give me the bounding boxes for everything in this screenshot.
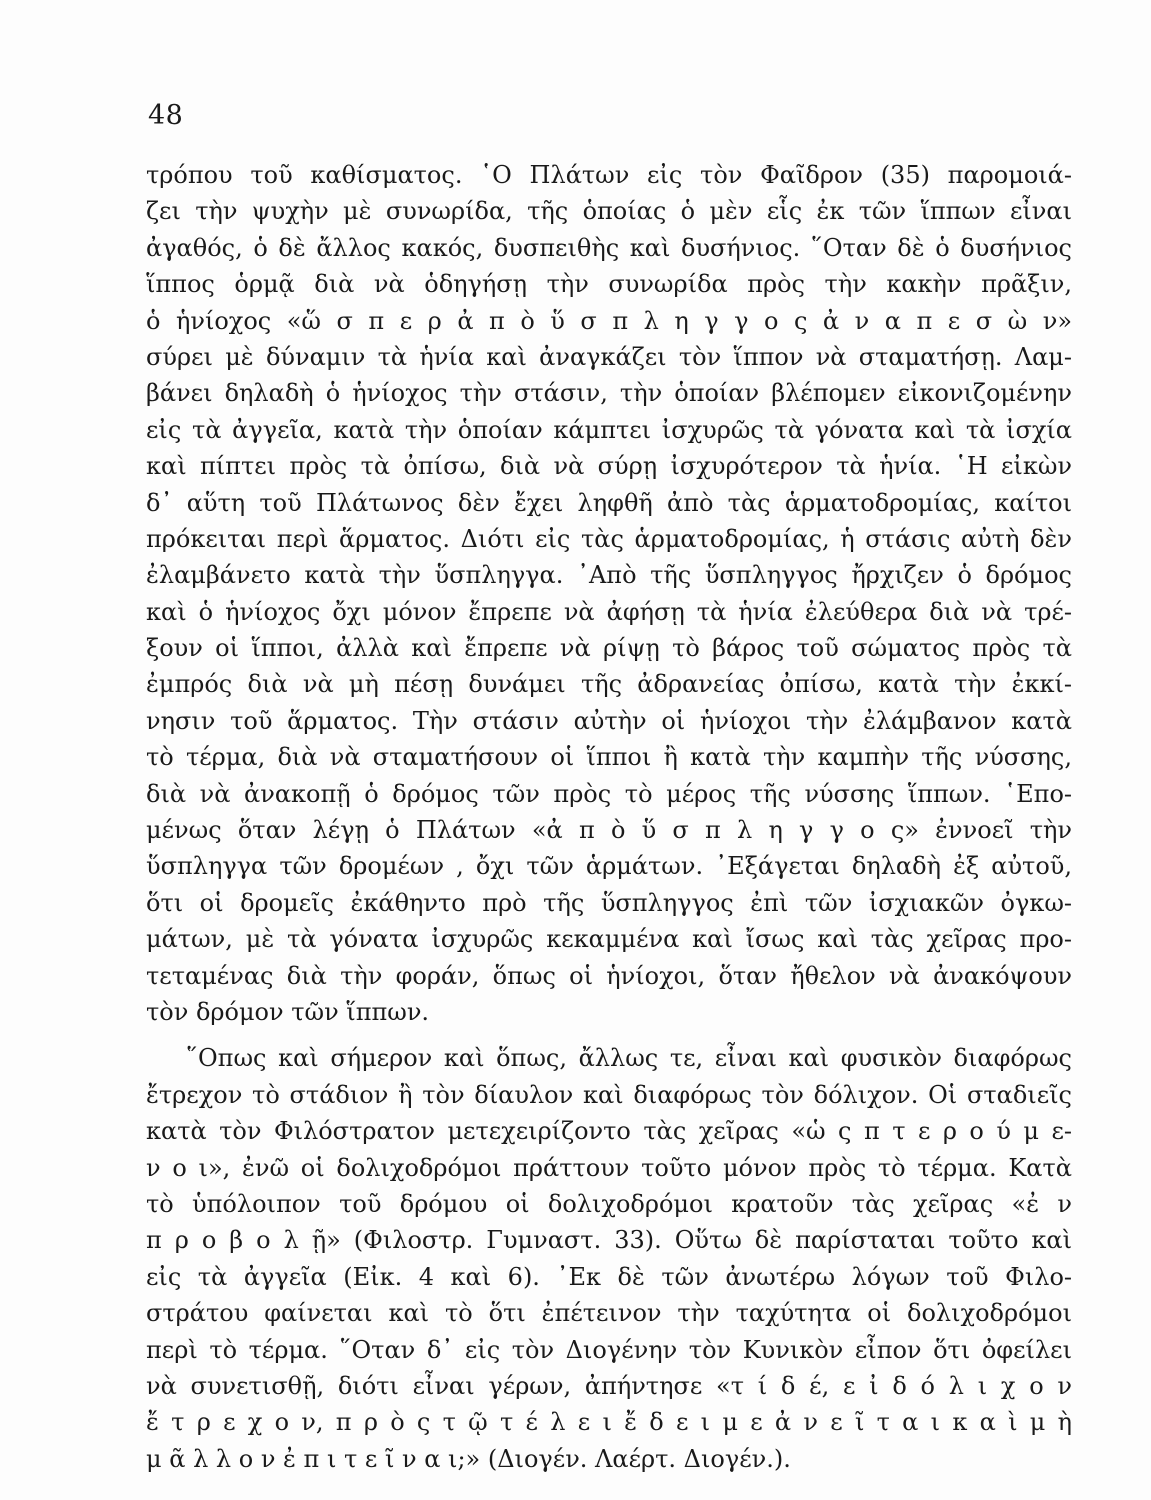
text-line: μένως ὅταν λέγῃ ὁ Πλάτων «ἀ π ὸ ὕ σ π λ η γ γ ο ς» ἐννοεῖ τὴν — [146, 816, 1072, 845]
text-line: νησιν τοῦ ἅρματος. Τὴν στάσιν αὐτὴν οἱ ἡνίοχοι τὴν ἐλάμβανον κατὰ — [146, 706, 1072, 735]
page-number: 48 — [148, 100, 184, 131]
text-line: τρόπου τοῦ καθίσματος. ῾Ο Πλάτων εἰς τὸν Φαῖδρον (35) παρομοιά- — [146, 161, 1072, 189]
text-line: ἔ τ ρ ε χ ο ν, π ρ ὸ ς τ ῷ τ έ λ ε ι ἔ δ ε ι μ ε ἀ ν ε ῖ τ α ι κ α ὶ μ ὴ — [146, 1408, 1072, 1437]
text-line: π ρ ο β ο λ ῇ» (Φιλοστρ. Γυμναστ. 33). Οὕτω δὲ παρίσταται τοῦτο καὶ — [146, 1226, 1072, 1255]
text-line: τὸ ὑπόλοιπον τοῦ δρόμου οἱ δολιχοδρόμοι κρατοῦν τὰς χεῖρας «ἐ ν — [146, 1189, 1072, 1218]
text-line: περὶ τὸ τέρμα. ῞Οταν δ᾿ εἰς τὸν Διογένην τὸν Κυνικὸν εἶπον ὅτι ὀφείλει — [146, 1335, 1072, 1364]
text-line: ν ο ι», ἐνῶ οἱ δολιχοδρόμοι πράττουν τοῦτο μόνον πρὸς τὸ τέρμα. Κατὰ — [146, 1153, 1072, 1182]
paragraph-2 — [146, 1040, 1072, 1477]
text-line: πρόκειται περὶ ἅρματος. Διότι εἰς τὰς ἁρματοδρομίας, ἡ στάσις αὐτὴ δὲν — [146, 524, 1072, 553]
text-line: νὰ συνετισθῇ, διότι εἶναι γέρων, ἀπήντησε «τ ί δ έ, ε ἰ δ ό λ ι χ ο ν — [146, 1371, 1072, 1400]
text-line: βάνει δηλαδὴ ὁ ἡνίοχος τὴν στάσιν, τὴν ὁποίαν βλέπομεν εἰκονιζομένην — [146, 379, 1072, 408]
text-line: εἰς τὰ ἀγγεῖα (Εἰκ. 4 καὶ 6). ᾿Εκ δὲ τῶν ἀνωτέρω λόγων τοῦ Φιλο- — [146, 1262, 1072, 1291]
text-line: μάτων, μὲ τὰ γόνατα ἰσχυρῶς κεκαμμένα καὶ ἴσως καὶ τὰς χεῖρας προ- — [146, 925, 1072, 954]
text-line: ὁ ἡνίοχος «ὥ σ π ε ρ ἀ π ὸ ὕ σ π λ η γ γ ο ς ἀ ν α π ε σ ὼ ν» — [146, 306, 1072, 335]
text-line: τεταμένας διὰ τὴν φοράν, ὅπως οἱ ἡνίοχοι, ὅταν ἤθελον νὰ ἀνακόψουν — [146, 961, 1072, 990]
paragraph-1 — [146, 157, 1072, 1030]
paragraph-gap — [146, 1030, 1072, 1040]
text-line: ὅτι οἱ δρομεῖς ἐκάθηντο πρὸ τῆς ὕσπληγγος ἐπὶ τῶν ἰσχιακῶν ὀγκω- — [146, 888, 1072, 917]
text-line: ξουν οἱ ἵπποι, ἀλλὰ καὶ ἔπρεπε νὰ ρίψῃ τὸ βάρος τοῦ σώματος πρὸς τὰ — [146, 634, 1072, 663]
text-line: διὰ νὰ ἀνακοπῇ ὁ δρόμος τῶν πρὸς τὸ μέρος τῆς νύσσης ἵππων. ῾Επο- — [146, 779, 1072, 808]
text-line: ἐμπρός διὰ νὰ μὴ πέσῃ δυνάμει τῆς ἀδρανείας ὀπίσω, κατὰ τὴν ἐκκί- — [146, 670, 1072, 699]
text-line: ὕσπληγγα τῶν δρομέων , ὄχι τῶν ἁρμάτων. ᾿Εξάγεται δηλαδὴ ἐξ αὐτοῦ, — [146, 852, 1072, 881]
text-line: ἀγαθός, ὁ δὲ ἄλλος κακός, δυσπειθὴς καὶ δυσήνιος. ῞Οταν δὲ ὁ δυσήνιος — [146, 233, 1072, 262]
text-line: καὶ πίπτει πρὸς τὰ ὀπίσω, διὰ νὰ σύρῃ ἰσχυρότερον τὰ ἡνία. ῾Η εἰκὼν — [146, 452, 1072, 481]
text-line: τὸ τέρμα, διὰ νὰ σταματήσουν οἱ ἵπποι ἢ κατὰ τὴν καμπὴν τῆς νύσσης, — [146, 743, 1072, 772]
text-line: καὶ ὁ ἡνίοχος ὄχι μόνον ἔπρεπε νὰ ἀφήσῃ τὰ ἡνία ἐλεύθερα διὰ νὰ τρέ- — [146, 597, 1072, 626]
body-text — [146, 157, 1072, 1477]
text-line: σύρει μὲ δύναμιν τὰ ἡνία καὶ ἀναγκάζει τὸν ἵππον νὰ σταματήσῃ. Λαμ- — [146, 342, 1072, 371]
text-line: ἵππος ὁρμᾷ διὰ νὰ ὁδηγήσῃ τὴν συνωρίδα πρὸς τὴν κακὴν πρᾶξιν, — [146, 270, 1072, 299]
text-line: ῞Οπως καὶ σήμερον καὶ ὅπως, ἄλλως τε, εἶναι καὶ φυσικὸν διαφόρως — [186, 1044, 1072, 1073]
text-line: τὸν δρόμον τῶν ἵππων. — [146, 997, 430, 1026]
text-line: εἰς τὰ ἀγγεῖα, κατὰ τὴν ὁποίαν κάμπτει ἰσχυρῶς τὰ γόνατα καὶ τὰ ἰσχία — [146, 415, 1072, 444]
text-line: δ᾿ αὕτη τοῦ Πλάτωνος δὲν ἔχει ληφθῆ ἀπὸ τὰς ἁρματοδρομίας, καίτοι — [146, 488, 1072, 517]
text-line: ἔτρεχον τὸ στάδιον ἢ τὸν δίαυλον καὶ διαφόρως τὸν δόλιχον. Οἱ σταδιεῖς — [146, 1080, 1072, 1109]
text-line: ζει τὴν ψυχὴν μὲ συνωρίδα, τῆς ὁποίας ὁ μὲν εἷς ἐκ τῶν ἵππων εἶναι — [146, 197, 1072, 226]
text-line: κατὰ τὸν Φιλόστρατον μετεχειρίζοντο τὰς χεῖρας «ὡ ς π τ ε ρ ο ύ μ ε- — [146, 1117, 1072, 1146]
text-line: στράτου φαίνεται καὶ τὸ ὅτι ἐπέτεινον τὴν ταχύτητα οἱ δολιχοδρόμοι — [146, 1299, 1072, 1328]
text-line: ἐλαμβάνετο κατὰ τὴν ὕσπληγγα. ᾿Απὸ τῆς ὕσπληγγος ἤρχιζεν ὁ δρόμος — [146, 561, 1072, 590]
text-line: μ ᾶ λ λ ο ν ἐ π ι τ ε ῖ ν α ι;» (Διογέν. Λαέρτ. Διογέν.). — [146, 1444, 791, 1473]
